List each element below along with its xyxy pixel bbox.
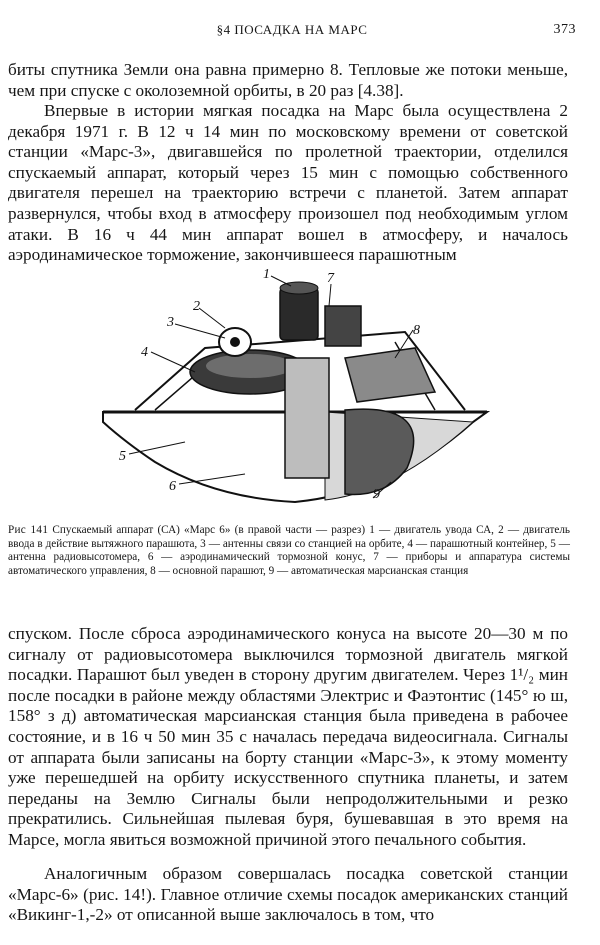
- callout-2: 2: [193, 299, 200, 314]
- callout-9: 9: [373, 487, 380, 502]
- paragraph-4: Аналогичным образом совершалась посадка советской станции «Марс-6» (рис. 14!). Главное отличие схемы посадок американских станций «Викинг-1,-2» от описанной выше заключалось в том, что: [8, 864, 568, 925]
- callout-8: 8: [413, 323, 420, 338]
- page-number: 373: [553, 22, 576, 37]
- figure-caption-text: Спускаемый аппарат (СА) «Марс 6» (в правой части — разрез) 1 — двигатель увода СА, 2 — двигатель ввода в действие вытяжного парашюта, 3 — антенны связи со станцией на орбите, 4 — парашютный контейнер, 5 — антенна радиовысотомера, 6 — аэродинамический тормозной конус, 7 — приборы и аппаратура системы автоматического управления, 8 — основной парашют, 9 — автоматическая марсианская станция: [8, 524, 571, 577]
- paragraph-1: биты спутника Земли она равна примерно 8. Тепловые же потоки меньше, чем при спуске с околоземной орбиты, в 20 раз [4.38].: [8, 60, 568, 100]
- descent-module-drawing: [95, 262, 495, 522]
- figure-label: Рис 141: [8, 524, 49, 536]
- callout-5: 5: [119, 449, 126, 464]
- callout-1: 1: [263, 267, 270, 282]
- figure-illustration: [95, 262, 495, 522]
- paragraph-3: спуском. После сброса аэродинамического конуса на высоте 20—30 м по сигналу от радиовысотомера выключился тормозной двигатель мягкой посадки. Парашют был уведен в сторону другим двигателем. Через 1¹/₂ мин после посадки в районе между областями Электрис и Фаэтонтис (145° ю ш, 158° з д) автоматическая марсианская станция была приведена в рабочее состояние, и в 16 ч 50 мин 35 с началась передача видеосигнала. Сигналы от аппарата были записаны на борту станции «Марс-3», к этому моменту уже перешедшей на орбиту искусственного спутника планеты, и затем переданы на Землю Сигналы были непродолжительными и резко прекратились. Сильнейшая пылевая буря, бушевавшая в это время на Марсе, могла явиться возможной причиной этого печального события.: [8, 624, 568, 849]
- callout-7: 7: [327, 271, 334, 286]
- paragraph-2: Впервые в истории мягкая посадка на Марс была осуществлена 2 декабря 1971 г. В 12 ч 14 мин по московскому времени от советской станции «Марс-3», двигавшейся по пролетной траектории, отделился спускаемый аппарат, который через 15 мин с помощью собственного двигателя перешел на траекторию встречи с планетой. Затем аппарат развернулся, чтобы вход в атмосферу произошел под необходимым углом атаки. В 16 ч 44 мин аппарат вошел в атмосферу, и началось аэродинамическое торможение, закончившееся парашютным: [8, 101, 568, 265]
- callout-4: 4: [141, 345, 148, 360]
- section-title: §4 ПОСАДКА НА МАРС: [216, 22, 368, 37]
- running-header: [8, 20, 576, 42]
- figure-caption: [8, 524, 570, 578]
- callout-3: 3: [167, 315, 174, 330]
- callout-6: 6: [169, 479, 176, 494]
